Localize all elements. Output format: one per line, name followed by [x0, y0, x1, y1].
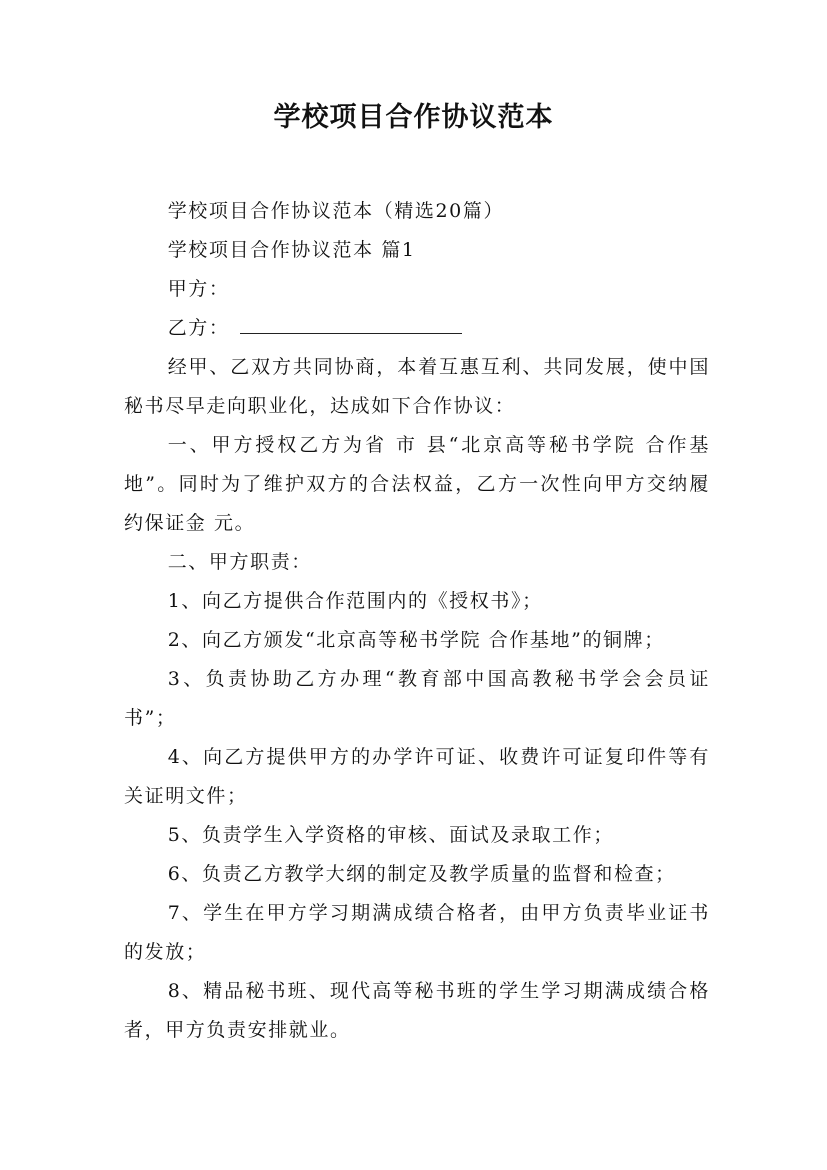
- party-a-label: 甲方：: [167, 278, 230, 300]
- document-title: 学校项目合作协议范本: [273, 102, 554, 133]
- document-body: [124, 192, 710, 1050]
- party-b-label: 乙方：: [167, 317, 230, 339]
- duty-item-6: 6、负责乙方教学大纲的制定及教学质量的监督和检查；: [167, 863, 676, 885]
- duty-item-2: 2、向乙方颁发“北京高等秘书学院 合作基地”的铜牌；: [167, 629, 665, 651]
- party-a-line: [124, 270, 710, 309]
- party-b-blank-underline: [240, 313, 462, 334]
- duty-item-4: 4、向乙方提供甲方的办学许可证、收费许可证复印件等有关证明文件；: [124, 746, 710, 807]
- party-b-line: [124, 309, 710, 348]
- document-subtitle: 学校项目合作协议范本（精选20篇）: [167, 200, 505, 222]
- chapter-heading: 学校项目合作协议范本 篇1: [167, 239, 416, 261]
- duty-item-3: 3、负责协助乙方办理“教育部中国高教秘书学会会员证书”；: [124, 668, 710, 729]
- duty-item-7: 7、学生在甲方学习期满成绩合格者，由甲方负责毕业证书的发放；: [124, 902, 710, 963]
- clause-1-paragraph: 一、甲方授权乙方为省 市 县“北京高等秘书学院 合作基地”。同时为了维护双方的合法权益，乙方一次性向甲方交纳履约保证金 元。: [124, 434, 710, 534]
- duty-item-5: 5、负责学生入学资格的审核、面试及录取工作；: [167, 824, 614, 846]
- clause-2-heading: 二、甲方职责：: [167, 551, 312, 573]
- duty-item-8: 8、精品秘书班、现代高等秘书班的学生学习期满成绩合格者，甲方负责安排就业。: [124, 980, 710, 1041]
- duty-item-1: 1、向乙方提供合作范围内的《授权书》；: [167, 590, 543, 612]
- intro-paragraph: 经甲、乙双方共同协商，本着互惠互利、共同发展，使中国秘书尽早走向职业化，达成如下合作协议：: [124, 356, 710, 417]
